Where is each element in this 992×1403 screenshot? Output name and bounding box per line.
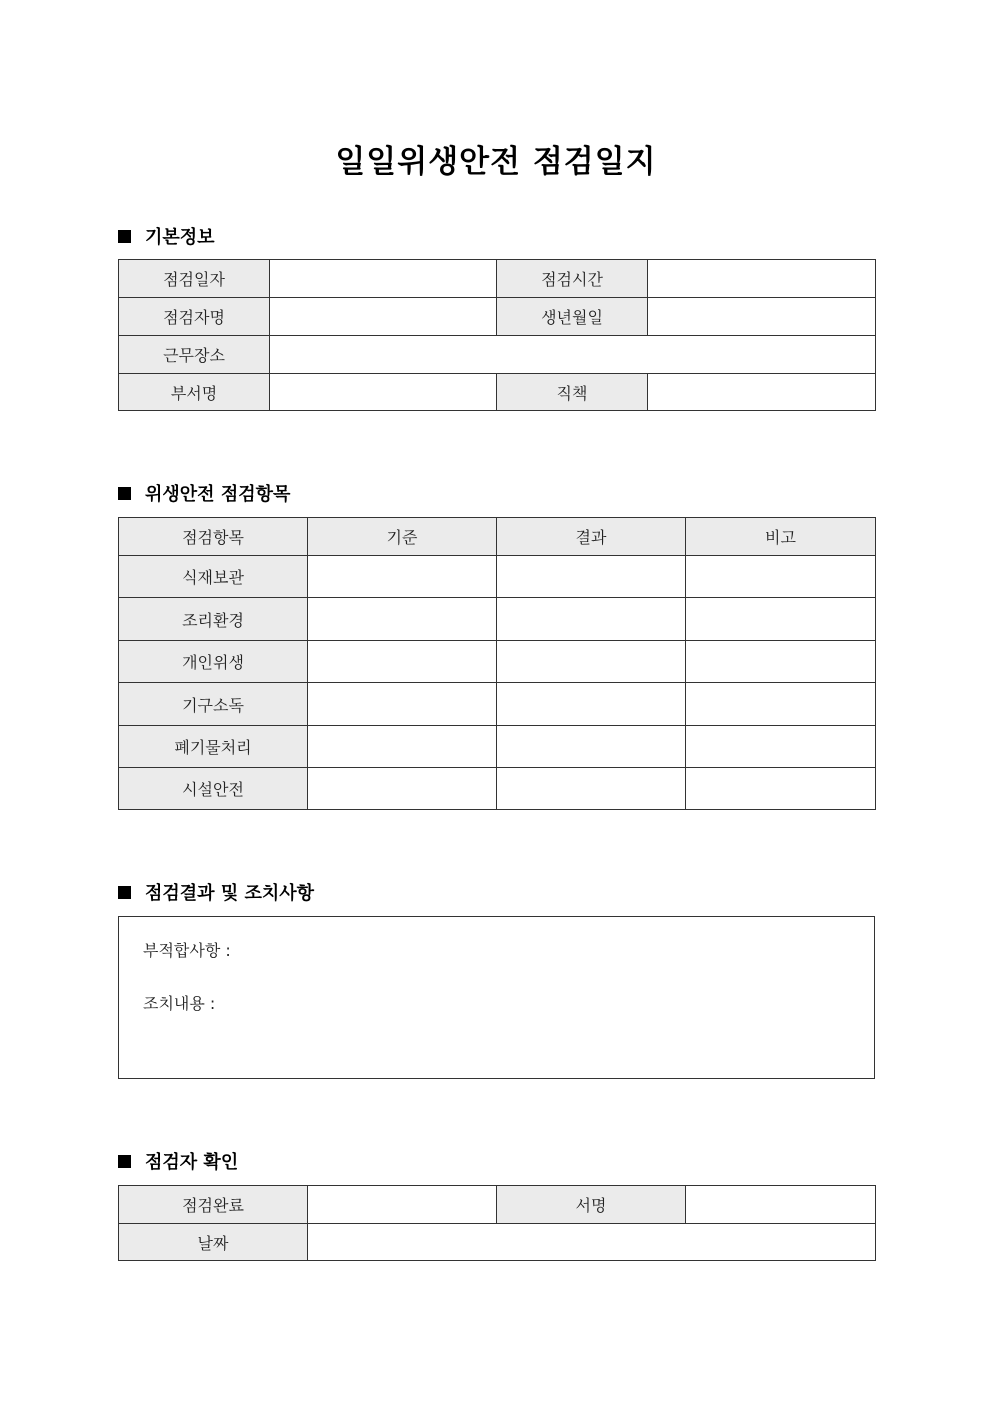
column-header-remarks: 비고 bbox=[686, 518, 876, 556]
inspection-time-field[interactable] bbox=[648, 260, 876, 298]
table-row bbox=[119, 336, 876, 374]
inspector-name-field[interactable] bbox=[270, 298, 497, 336]
square-bullet-icon bbox=[118, 886, 131, 899]
remarks-cell[interactable] bbox=[686, 683, 876, 726]
table-row bbox=[119, 598, 876, 641]
position-field[interactable] bbox=[648, 374, 876, 411]
standard-cell[interactable] bbox=[308, 641, 497, 683]
section-title: 위생안전 점검항목 bbox=[145, 484, 291, 505]
row-label: 조리환경 bbox=[119, 598, 308, 641]
result-cell[interactable] bbox=[497, 641, 686, 683]
section-heading-basic-info bbox=[118, 223, 215, 249]
row-label: 폐기물처리 bbox=[119, 726, 308, 768]
result-cell[interactable] bbox=[497, 598, 686, 641]
inspection-date-label: 점검일자 bbox=[119, 260, 270, 298]
completion-label: 점검완료 bbox=[119, 1186, 308, 1224]
result-cell[interactable] bbox=[497, 683, 686, 726]
completion-field[interactable] bbox=[308, 1186, 497, 1224]
square-bullet-icon bbox=[118, 1155, 131, 1168]
remarks-cell[interactable] bbox=[686, 598, 876, 641]
position-label: 직책 bbox=[497, 374, 648, 411]
table-row bbox=[119, 556, 876, 598]
column-header-result: 결과 bbox=[497, 518, 686, 556]
remarks-cell[interactable] bbox=[686, 641, 876, 683]
inspection-time-label: 점검시간 bbox=[497, 260, 648, 298]
result-cell[interactable] bbox=[497, 768, 686, 810]
remarks-cell[interactable] bbox=[686, 726, 876, 768]
remarks-cell[interactable] bbox=[686, 768, 876, 810]
section-heading-confirm bbox=[118, 1148, 238, 1174]
row-label: 식재보관 bbox=[119, 556, 308, 598]
inspector-name-label: 점검자명 bbox=[119, 298, 270, 336]
table-row bbox=[119, 768, 876, 810]
square-bullet-icon bbox=[118, 230, 131, 243]
table-row bbox=[119, 1224, 876, 1261]
remarks-cell[interactable] bbox=[686, 556, 876, 598]
date-label: 날짜 bbox=[119, 1224, 308, 1261]
section-title: 기본정보 bbox=[145, 227, 215, 248]
department-field[interactable] bbox=[270, 374, 497, 411]
table-row bbox=[119, 1186, 876, 1224]
birth-date-field[interactable] bbox=[648, 298, 876, 336]
check-items-table bbox=[118, 517, 876, 810]
inspection-date-field[interactable] bbox=[270, 260, 497, 298]
section-title: 점검결과 및 조치사항 bbox=[145, 883, 315, 904]
result-cell[interactable] bbox=[497, 556, 686, 598]
standard-cell[interactable] bbox=[308, 683, 497, 726]
standard-cell[interactable] bbox=[308, 598, 497, 641]
document-title: 일일위생안전 점검일지 bbox=[335, 144, 657, 180]
department-label: 부서명 bbox=[119, 374, 270, 411]
confirm-table bbox=[118, 1185, 876, 1261]
standard-cell[interactable] bbox=[308, 556, 497, 598]
nonconformity-label: 부적합사항 : bbox=[143, 941, 231, 960]
result-cell[interactable] bbox=[497, 726, 686, 768]
table-row bbox=[119, 374, 876, 411]
signature-label: 서명 bbox=[497, 1186, 686, 1224]
table-header-row bbox=[119, 518, 876, 556]
square-bullet-icon bbox=[118, 487, 131, 500]
row-label: 기구소독 bbox=[119, 683, 308, 726]
section-heading-check-items bbox=[118, 480, 290, 506]
workplace-field[interactable] bbox=[270, 336, 876, 374]
table-row bbox=[119, 298, 876, 336]
row-label: 개인위생 bbox=[119, 641, 308, 683]
date-field[interactable] bbox=[308, 1224, 876, 1261]
workplace-label: 근무장소 bbox=[119, 336, 270, 374]
birth-date-label: 생년월일 bbox=[497, 298, 648, 336]
action-label: 조치내용 : bbox=[143, 994, 216, 1013]
basic-info-table bbox=[118, 259, 876, 411]
section-title: 점검자 확인 bbox=[145, 1152, 239, 1173]
table-row bbox=[119, 683, 876, 726]
section-heading-results bbox=[118, 879, 314, 905]
signature-field[interactable] bbox=[686, 1186, 876, 1224]
row-label: 시설안전 bbox=[119, 768, 308, 810]
standard-cell[interactable] bbox=[308, 726, 497, 768]
table-row bbox=[119, 641, 876, 683]
standard-cell[interactable] bbox=[308, 768, 497, 810]
column-header-standard: 기준 bbox=[308, 518, 497, 556]
table-row bbox=[119, 260, 876, 298]
column-header-item: 점검항목 bbox=[119, 518, 308, 556]
results-notes-box[interactable] bbox=[118, 916, 875, 1079]
table-row bbox=[119, 726, 876, 768]
